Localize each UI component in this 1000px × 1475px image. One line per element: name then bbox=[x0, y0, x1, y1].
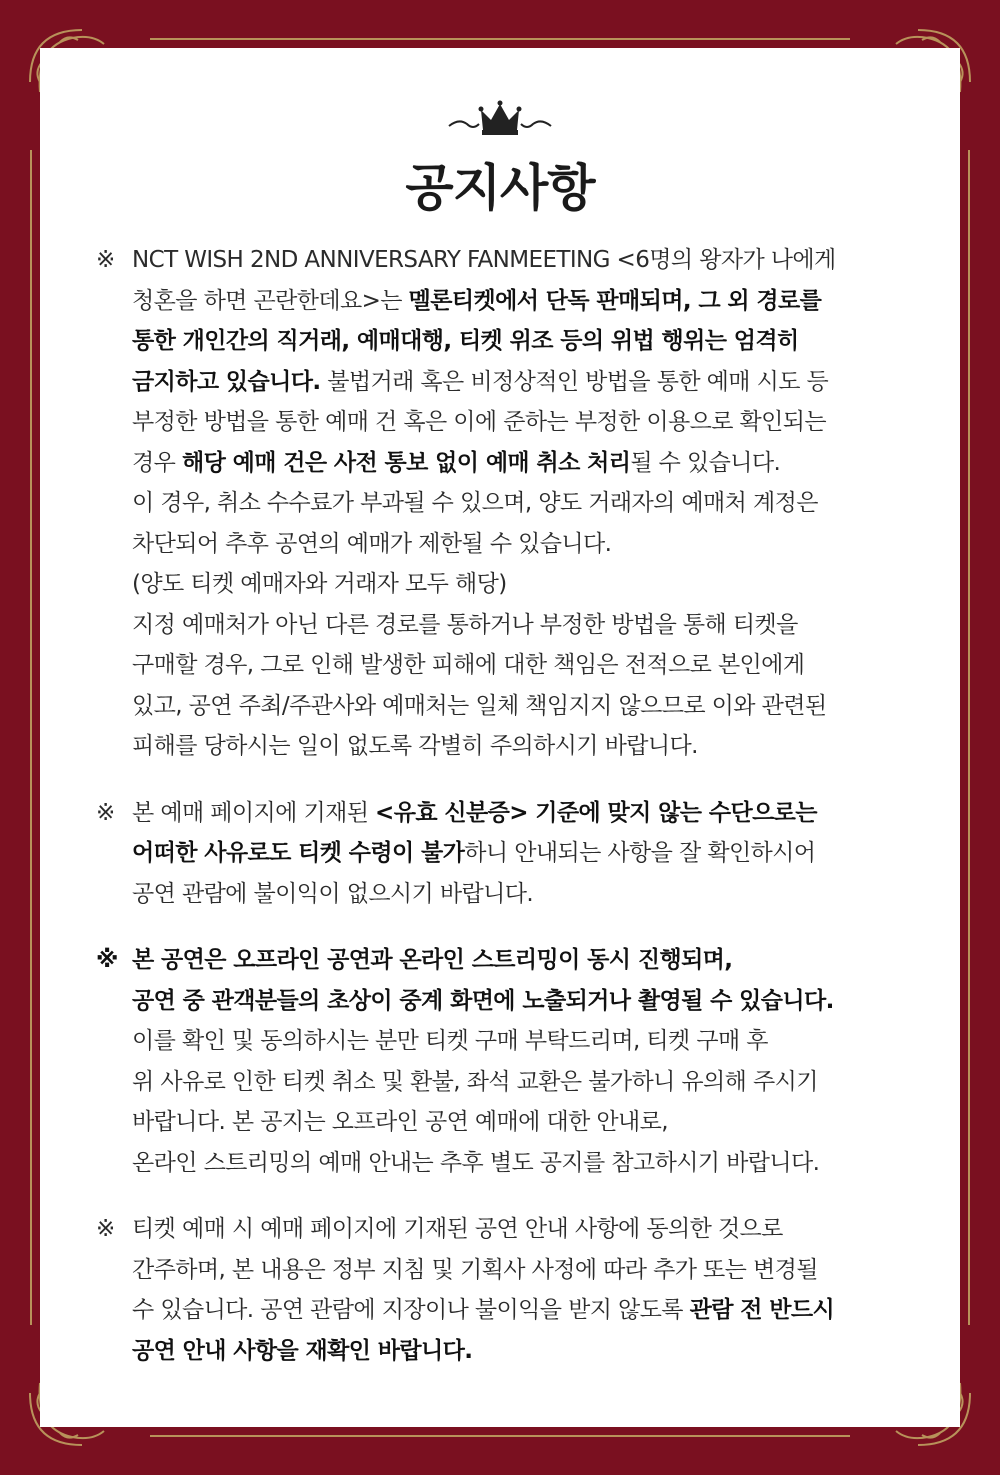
notice-line: 간주하며, 본 내용은 정부 지침 및 기획사 사정에 따라 추가 또는 변경될 bbox=[132, 1256, 818, 1283]
notice-line bbox=[132, 981, 911, 1022]
page-title: 공지사항 bbox=[405, 159, 595, 217]
emphasis-text: 관람 전 반드시 bbox=[689, 1297, 835, 1323]
notice-item bbox=[96, 1209, 911, 1371]
emphasis-text: 통한 개인간의 직거래, 예매대행, 티켓 위조 등의 위법 행위는 엄격히 bbox=[132, 328, 799, 354]
notice-line: 차단되어 추후 공연의 예매가 제한될 수 있습니다. bbox=[132, 530, 612, 557]
notice-line: (양도 티켓 예매자와 거래자 모두 해당) bbox=[132, 571, 507, 597]
notice-line bbox=[132, 1331, 911, 1372]
notice-line: 금지하고 있습니다. 불법거래 혹은 비정상적인 방법을 통한 예매 시도 등 bbox=[132, 368, 829, 395]
notice-line: 온라인 스트리밍의 예매 안내는 추후 별도 공지를 참고하시기 바랍니다. bbox=[132, 1149, 820, 1176]
notice-line: 지정 예매처가 아닌 다른 경로를 통하거나 부정한 방법을 통해 티켓을 bbox=[132, 611, 798, 638]
emphasis-text: 본 공연은 오프라인 공연과 온라인 스트리밍이 동시 진행되며, bbox=[132, 947, 733, 973]
notice-line: 공연 관람에 불이익이 없으시기 바랍니다. bbox=[132, 880, 534, 907]
frame-line-bottom bbox=[150, 1435, 850, 1437]
emphasis-text: 공연 안내 사항을 재확인 바랍니다. bbox=[132, 1337, 473, 1364]
notice-line: 부정한 방법을 통한 예매 건 혹은 이에 준하는 부정한 이용으로 확인되는 bbox=[132, 409, 827, 435]
crown-ornament bbox=[0, 100, 1000, 140]
notice-line: 이를 확인 및 동의하시는 분만 티켓 구매 부탁드리며, 티켓 구매 후 bbox=[132, 1028, 768, 1054]
reference-mark: ※ bbox=[96, 247, 115, 273]
emphasis-text: 공연 중 관객분들의 초상이 중계 화면에 노출되거나 촬영될 수 있습니다. bbox=[132, 987, 834, 1014]
notice-line: 바랍니다. 본 공지는 오프라인 공연 예매에 대한 안내로, bbox=[132, 1109, 668, 1135]
reference-mark: ※ bbox=[96, 799, 115, 826]
notice-list bbox=[96, 240, 911, 1397]
notice-item bbox=[96, 240, 911, 767]
frame-line-left bbox=[30, 150, 32, 1325]
reference-mark: ※ bbox=[96, 947, 118, 973]
notice-line: 위 사유로 인한 티켓 취소 및 환불, 좌석 교환은 불가하니 유의해 주시기 bbox=[132, 1068, 818, 1095]
frame-line-top bbox=[150, 38, 850, 40]
notice-line: 구매할 경우, 그로 인해 발생한 피해에 대한 책임은 전적으로 본인에게 bbox=[132, 652, 805, 678]
notice-line: 수 있습니다. 공연 관람에 지장이나 불이익을 받지 않도록 관람 전 반드시 bbox=[132, 1297, 835, 1323]
notice-line: 이 경우, 취소 수수료가 부과될 수 있으며, 양도 거래자의 예매처 계정은 bbox=[132, 490, 818, 516]
notice-line bbox=[132, 321, 911, 362]
notice-line: 피해를 당하시는 일이 없도록 각별히 주의하시기 바랍니다. bbox=[132, 733, 698, 759]
notice-line: 있고, 공연 주최/주관사와 예매처는 일체 책임지지 않으므로 이와 관련된 bbox=[132, 692, 827, 719]
emphasis-text: <유효 신분증> 기준에 맞지 않는 수단으로는 bbox=[375, 799, 817, 826]
emphasis-text: 해당 예매 건은 사전 통보 없이 예매 취소 처리 bbox=[181, 449, 631, 476]
emphasis-text: 멜론티켓에서 단독 판매되며, 그 외 경로를 bbox=[408, 287, 822, 314]
notice-item bbox=[96, 940, 911, 1183]
notice-line bbox=[132, 940, 911, 981]
crown-icon bbox=[445, 100, 555, 140]
emphasis-text: 금지하고 있습니다. bbox=[132, 368, 321, 395]
frame-line-right bbox=[968, 150, 970, 1325]
notice-line: 청혼을 하면 곤란한데요>는 멜론티켓에서 단독 판매되며, 그 외 경로를 bbox=[132, 287, 822, 314]
emphasis-text: 어떠한 사유로도 티켓 수령이 불가 bbox=[132, 840, 465, 866]
reference-mark: ※ bbox=[96, 1216, 115, 1242]
notice-line: 티켓 예매 시 예매 페이지에 기재된 공연 안내 사항에 동의한 것으로 bbox=[132, 1216, 783, 1242]
notice-line: NCT WISH 2ND ANNIVERSARY FANMEETING <6명의 왕자가 나에게 bbox=[132, 247, 836, 273]
notice-line: 본 예매 페이지에 기재된 <유효 신분증> 기준에 맞지 않는 수단으로는 bbox=[132, 799, 817, 826]
notice-item bbox=[96, 793, 911, 915]
notice-line: 어떠한 사유로도 티켓 수령이 불가하니 안내되는 사항을 잘 확인하시어 bbox=[132, 840, 816, 866]
notice-line: 경우 해당 예매 건은 사전 통보 없이 예매 취소 처리될 수 있습니다. bbox=[132, 449, 781, 476]
